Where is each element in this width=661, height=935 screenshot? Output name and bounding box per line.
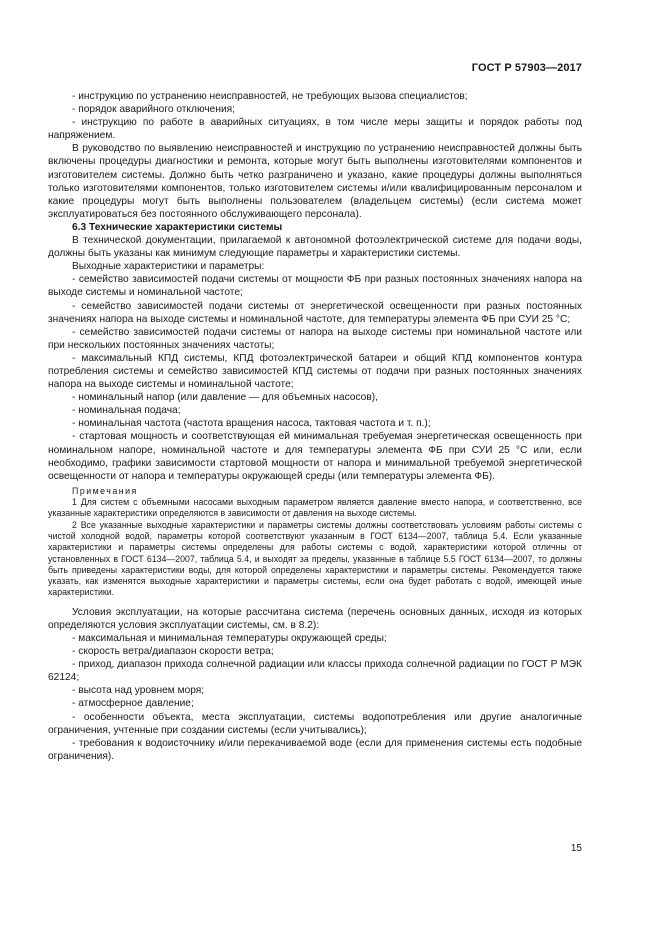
list-item: - семейство зависимостей подачи системы от энергетической освещенности при разных постоянных значениях напора на выходе системы и номинальной частоте, для температуры элемента ФБ при СУИ 25 °С;: [48, 300, 582, 325]
note-item: 1 Для систем с объемными насосами выходным параметром является давление вместо напора, и соответственно, все указанные характеристики определяются в зависимости от давления на выходе системы.: [48, 497, 582, 519]
list-item: - скорость ветра/диапазон скорости ветра;: [72, 646, 274, 658]
page-number: 15: [570, 843, 582, 854]
list-item: - высота над уровнем моря;: [72, 685, 205, 697]
list-item: - максимальный КПД системы, КПД фотоэлектрической батареи и общий КПД компонентов контура потребления системы и семейство зависимостей КПД системы от подачи при разных постоянных значениях напора на выходе системы и номинальной частоте;: [48, 352, 582, 391]
list-item: - семейство зависимостей подачи системы от мощности ФБ при разных постоянных значениях напора на выходе системы и номинальной частоте;: [48, 274, 582, 299]
list-item: - номинальный напор (или давление — для объемных насосов),: [72, 392, 378, 404]
paragraph: В руководство по выявлению неисправностей и инструкцию по устранению неисправностей должны быть включены процедуры диагностики и ремонта, которые могут быть выполнены изготовителями компонентов и изготовителем системы. Должно быть четко разграничено и указано, какие процедуры должны выполняться только изготовителями компонентов, только изготовителем системы и/или квалифицированным персоналом и какие процедуры могут быть выполнены пользователем (владельцем системы) (если система может эксплуатироваться без постоянного обслуживающего персонала).: [48, 143, 582, 220]
page-content: [48, 90, 582, 763]
list-item: - приход, диапазон прихода солнечной радиации или классы прихода солнечной радиации по ГОСТ Р МЭК 62124;: [48, 659, 582, 684]
note-item: 2 Все указанные выходные характеристики и параметры системы должны соответствовать условиям работы системы с чистой холодной водой, параметры которой соответствуют указанным в ГОСТ 6134—2007, таблица 5.4. Если указанные характеристики и параметры системы определены для работы системы с водой, характеристики которой отличны от установленных в ГОСТ 6134—2007, таблица 5.4, и выходят за пределы, указанные в таблице 5.5 ГОСТ 6134—2007, то должны быть приведены характеристики воды, для которой определены характеристики и параметры системы. Рекомендуется также указать, как изменятся выходные характеристики и параметры системы, если она будет работать с водой, имеющей иные характеристики.: [48, 519, 582, 598]
paragraph: Условия эксплуатации, на которые рассчитана система (перечень основных данных, исходя из которых определяются условия эксплуатации системы, см. в 8.2):: [48, 606, 582, 631]
list-item: - атмосферное давление;: [72, 698, 194, 710]
standard-designation: ГОСТ Р 57903—2017: [471, 62, 582, 74]
list-item: - номинальная подача;: [72, 405, 181, 417]
notes-block: [48, 486, 582, 599]
list-item: - требования к водоисточнику и/или перекачиваемой воде (если для применения системы есть подобные ограничения).: [48, 737, 582, 762]
notes-title: Примечания: [72, 485, 138, 496]
list-item: - номинальная частота (частота вращения насоса, тактовая частота и т. п.);: [72, 418, 431, 430]
list-item: - инструкцию по работе в аварийных ситуациях, в том числе меры защиты и порядок работы под напряжением.: [48, 117, 582, 142]
list-item: - инструкцию по устранению неисправностей, не требующих вызова специалистов;: [72, 91, 468, 102]
list-item: - семейство зависимостей подачи системы от напора на выходе системы при номинальной частоте или при нескольких постоянных значениях частоты;: [48, 326, 582, 351]
list-item: - максимальная и минимальная температуры окружающей среды;: [72, 632, 387, 644]
list-item: - стартовая мощность и соответствующая ей минимальная требуемая энергетическая освещенность при номинальном напоре, номинальной частоте и для температуры элемента ФБ при СУИ 25 °С или, если необходимо, графики зависимости стартовой мощности от напора и минимальной требуемой энергетической освещенности от напора и температуры окружающей среды (или температуры элемента ФБ).: [48, 431, 582, 482]
list-item: - особенности объекта, места эксплуатации, системы водопотребления или другие аналогичные ограничения, учтенные при создании системы (если учитывались);: [48, 711, 582, 736]
paragraph: Выходные характеристики и параметры:: [72, 261, 265, 273]
list-item: - порядок аварийного отключения;: [72, 104, 236, 116]
section-heading: 6.3 Технические характеристики системы: [72, 221, 283, 233]
paragraph: В технической документации, прилагаемой к автономной фотоэлектрической системе для подачи воды, должны быть указаны как минимум следующие параметры и характеристики системы.: [48, 235, 582, 260]
